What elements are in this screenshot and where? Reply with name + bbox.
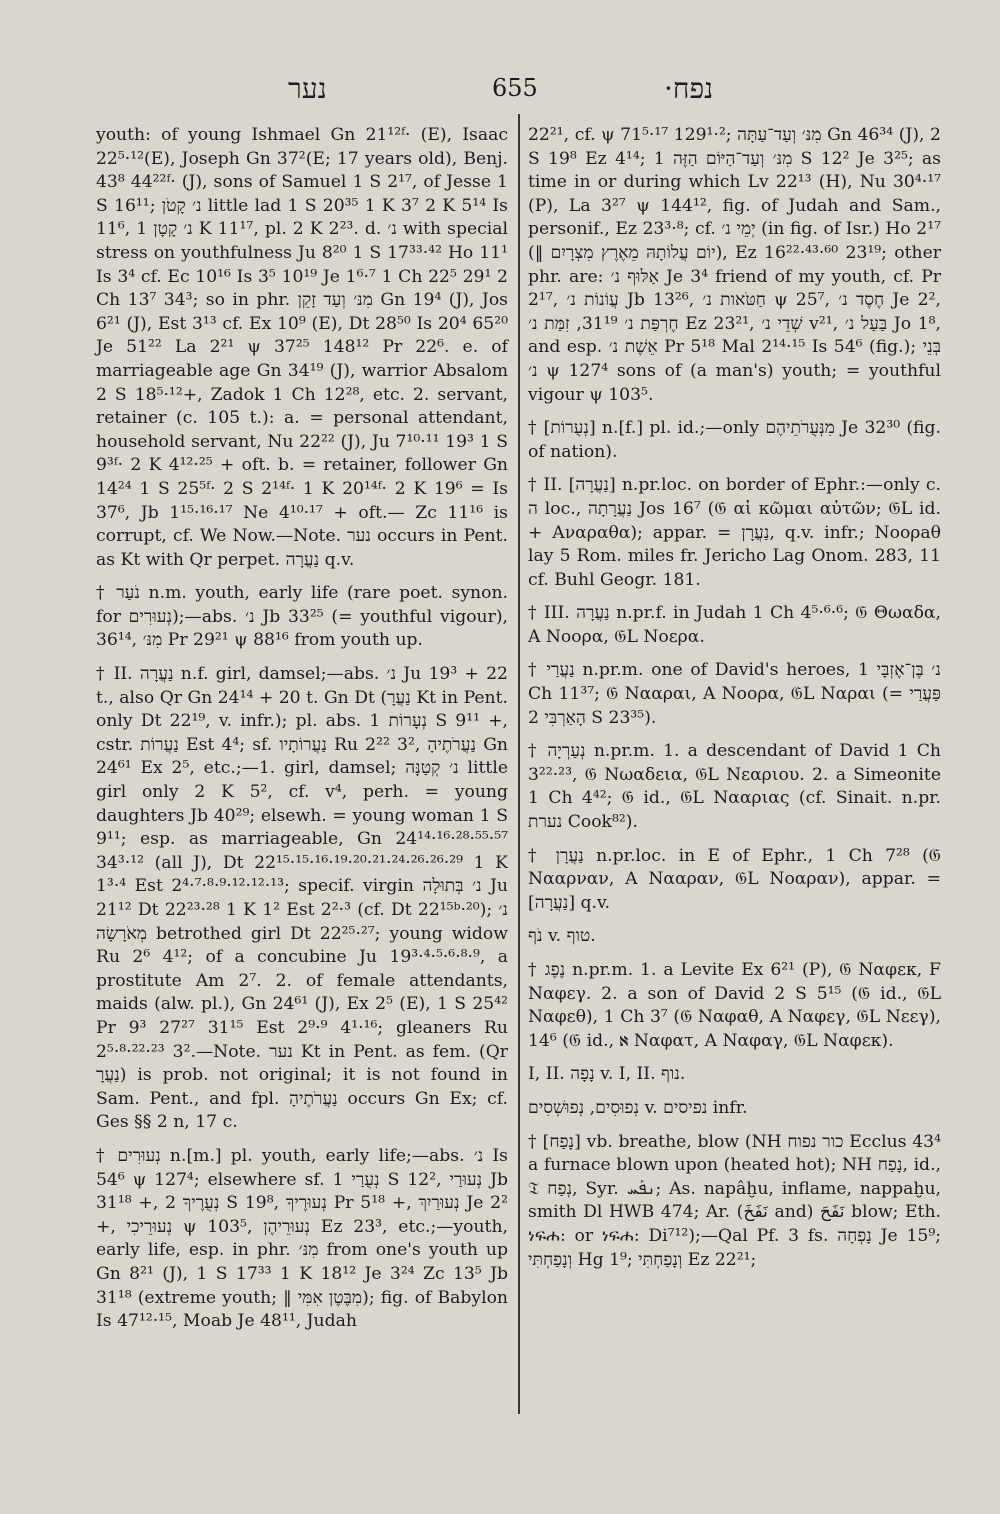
entry-continuation-right: 22²¹, cf. ψ 71⁵·¹⁷ 129¹·²; מִנּ׳ וְעַד־עַתָּה Gn 46³⁴ (J), 2 S 19⁸ Ez 4¹⁴; מִנּ׳ וְעַד־הַיּוֹם הַזֶּה 1 S 12² Je 3²⁵; as time in or during which Lv 22¹³ (H), Nu 30⁴·¹⁷ (P), La 3²⁷ ψ 144¹², fig. of Judah and Sam., personif., Ez 23³·⁸; cf. יְמֵי נ׳ (in fig. of Isr.) Ho 2¹⁷ (‖ יוֹם עֲלוֹתָהּ מֵאֶרֶץ מִצְרָיִם), Ez 16²²·⁴³·⁶⁰ 23¹⁹; other phr. are: אַלּוּף נ׳ Je 3⁴ friend of my youth, cf. Pr 2¹⁷, עֲוֹנוֹת נ׳ Jb 13²⁶, חַטֹּאות נ׳ ψ 25⁷, חֶסֶד נ׳ Je 2², חֶרְפַּת נ׳ 31¹⁹, זִמַּת נ׳ Ez 23²¹, שְׁדֵי נ׳ v²¹, בַּעַל נ׳ Jo 1⁸, and esp. אֵשֶׁת נ׳ Pr 5¹⁸ Mal 2¹⁴·¹⁵ Is 54⁶ (fig.); בְּנֵי נ׳ ψ 127⁴ sons of (a man's) youth; = youthful vigour ψ 103⁵. — [528, 125, 942, 405]
column-divider — [518, 114, 520, 1414]
header-left-word: נער — [288, 72, 327, 105]
entry-nepheg: † נֶפֶג n.pr.m. 1. a Levite Ex 6²¹ (P), 𝔊 Ναφεκ, F Ναφεγ. 2. a son of David 2 S 5¹⁵ (𝔊 id., 𝔊L Ναφεθ), 1 Ch 3⁷ (𝔊 Ναφαθ, A Ναφεγ, 𝔊L Νεεγ), 14⁶ (𝔊 id., ℵ Ναφατ, A Ναφαγ, 𝔊L Ναφεκ). — [528, 960, 941, 1051]
entry-nearoth: † [נְעֻרוֹת] n.[f.] pl. id.;—only מִנְּעֻרֹתֵיהֶם Je 32³⁰ (fig. of nation). — [528, 418, 941, 462]
entry-naarah-pr-f: † III. נַעֲרָה n.pr.f. in Judah 1 Ch 4⁵·⁶·⁶; 𝔊 Θωαδα, A Νοορα, 𝔊L Νοερα. — [528, 603, 942, 647]
entry-neurim: † נְעוּרִים n.[m.] pl. youth, early life;—abs. נ׳ Is 54⁶ ψ 127⁴; elsewhere sf. נְעֻרַי 1 S 12², נְעוּרַי Jb 31¹⁸ +, נְעֻרֶיךָ 2 S 19⁸, נְעוּרֶיךָ Pr 5¹⁸ +, נְעוּרַיִךְ Je 2² +, נְעוּרֵיכִי ψ 103⁵, נְעוּרֵיהֶן Ez 23³, etc.;—youth, early life, esp. in phr. מִנּ׳ from one's youth up Gn 8²¹ (J), 1 S 17³³ 1 K 18¹² Je 3²⁴ Zc 13⁵ Jb 31¹⁸ (extreme youth; ‖ מִבֶּטֶן אִמִּי); fig. of Babylon Is 47¹²·¹⁵, Moab Je 48¹¹, Judah — [96, 1145, 509, 1332]
left-column — [96, 124, 508, 1340]
entry-naarah: † II. נַעֲרָה n.f. girl, damsel;—abs. נ׳ Ju 19³ + 22 t., also Qr Gn 24¹⁴ + 20 t. Gn Dt (נַעֲרָ Kt in Pent. only Dt 22¹⁹, v. infr.); pl. abs. נְעָרוֹת 1 S 9¹¹ +, cstr. נַעֲרוֹת Est 4⁴; sf. נַעֲרוֹתָיו Ru 2²² 3², נַעֲרֹתֶיהָ Gn 24⁶¹ Ex 2⁵, etc.;—1. girl, damsel; נ׳ קְטַנָּה little girl only 2 K 5², cf. v⁴, perh. = young daughters Jb 40²⁹; elsewh. = young woman 1 S 9¹¹; esp. as marriageable, Gn 24¹⁴·¹⁶·²⁸·⁵⁵·⁵⁷ 34³·¹² (all J), Dt 22¹⁵·¹⁵·¹⁶·¹⁹·²⁰·²¹·²⁴·²⁶·²⁶·²⁹ 1 K 1³·⁴ Est 2⁴·⁷·⁸·⁹·¹²·¹²·¹³; specif. virgin נ׳ בְּתוּלָה Ju 21¹² Dt 22²³·²⁸ 1 K 1² Est 2²·³ (cf. Dt 22¹⁵ᵇ·²⁰); נ׳ מְאֹרָשָׂה betrothed girl Dt 22²⁵·²⁷; young widow Ru 2⁶ 4¹²; of a concubine Ju 19³·⁴·⁵·⁶·⁸·⁹, a prostitute Am 2⁷. 2. of female attendants, maids (alw. pl.), Gn 24⁶¹ (J), Ex 2⁵ (E), 1 S 25⁴² Pr 9³ 27²⁷ 31¹⁵ Est 2⁹·⁹ 4¹·¹⁶; gleaners Ru 2⁵·⁸·²²·²³ 3².—Note. נער Kt in Pent. as fem. (Qr נַעֲרָ) is prob. not original; it is not found in Sam. Pent., and fpl. נַעֲרֹתֶיהָ occurs Gn Ex; cf. Ges §§ 2 n, 17 c. — [96, 664, 509, 1133]
entry-noph: נֹף v. טוף. — [528, 926, 596, 947]
entry-nearyah: † נְעַרְיָה n.pr.m. 1. a descendant of David 1 Ch 3²²·²³, 𝔊 Νωαδεια, 𝔊L Νεαριου. 2. a Simeonite 1 Ch 4⁴²; 𝔊 id., 𝔊L Νααριας (cf. Sinait. n.pr. נערת Cook⁸²). — [528, 741, 941, 833]
entry-napha: I, II. נָפָה v. I, II. נוף. — [528, 1064, 686, 1085]
running-header — [0, 58, 1000, 108]
entry-naarah-loc: † II. [נַעֲרָה] n.pr.loc. on border of Ephr.:—only c. ה loc., נַעֲרָתָה Jos 16⁷ (𝔊 αἱ κῶμαι αὐτῶν; 𝔊L id. + Αναραθα); appar. = נַעֲרָן, q.v. infr.; Νοορaθ lay 5 Rom. miles fr. Jericho Lag Onom. 283, 11 cf. Buhl Geogr. 181. — [528, 475, 941, 590]
page-number: 655 — [492, 74, 538, 102]
entry-nephusim: נְפוּסִים, נְפוּשְׁסִים v. נפיסים infr. — [528, 1097, 748, 1118]
entry-naarai: † נַעֲרַי n.pr.m. one of David's heroes, נ׳ בֶּן־אֶזְבָּי 1 Ch 11³⁷; 𝔊 Νααραι, A Νοορα, 𝔊L Ναραι (= פַּעֲרַי הָאַרְבִּי 2 S 23³⁵). — [528, 660, 941, 728]
entry-continuation: youth: of young Ishmael Gn 21¹²ᶠ· (E), Isaac 22⁵·¹²(E), Joseph Gn 37²(E; 17 years old), Benj. 43⁸ 44²²ᶠ· (J), sons of Samuel 1 S 2¹⁷, of Jesse 1 S 16¹¹; נ׳ קָטֹן little lad 1 S 20³⁵ 1 K 3⁷ 2 K 5¹⁴ Is 11⁶, נ׳ קָטָן 1 K 11¹⁷, pl. 2 K 2²³. d. נ׳ with special stress on youthfulness Ju 8²⁰ 1 S 17³³·⁴² Ho 11¹ Is 3⁴ cf. Ec 10¹⁶ Is 3⁵ 10¹⁹ Je 1⁶·⁷ 1 Ch 22⁵ 29¹ 2 Ch 13⁷ 34³; so in phr. מִנּ׳ וְעַד זָקֵן Gn 19⁴ (J), Jos 6²¹ (J), Est 3¹³ cf. Ex 10⁹ (E), Dt 28⁵⁰ Is 20⁴ 65²⁰ Je 51²² La 2²¹ ψ 37²⁵ 148¹² Pr 22⁶. e. of marriageable age Gn 34¹⁹ (J), warrior Absalom 2 S 18⁵·¹²+, Zadok 1 Ch 12²⁸, etc. 2. servant, retainer (c. 105 t.): a. = personal attendant, household servant, Nu 22²² (J), Ju 7¹⁰·¹¹ 19³ 1 S 9³ᶠ· 2 K 4¹²·²⁵ + oft. b. = retainer, follower Gn 14²⁴ 1 S 25⁵ᶠ· 2 S 2¹⁴ᶠ· 1 K 20¹⁴ᶠ· 2 K 19⁶ = Is 37⁶, Jb 1¹⁵·¹⁶·¹⁷ Ne 4¹⁰·¹⁷ + oft.— Zc 11¹⁶ is corrupt, cf. We Now.—Note. נער occurs in Pent. as Kt with Qr perpet. נַעֲרָה q.v. — [96, 125, 509, 570]
right-column — [528, 124, 941, 1278]
entry-naphah: † [נָפַח] vb. breathe, blow (NH כור נפוח Ecclus 43⁴ a furnace blown upon (heated hot); NH נָפַח, id., 𝔗 נְפַח, Syr. ܢܦܰܚ; As. napâḫu, inflame, nappaḫu, smith Dl HWB 474; Ar. (نَفَخَ and) نَفَحَ blow; Eth. ነፍሐ: or ነፍሐ: Di⁷¹²);—Qal Pf. 3 fs. נָפְחָה Je 15⁹; וְנָפַחְתִּי Hg 1⁹; וְנָפַחְתִּי Ez 22²¹; — [528, 1131, 942, 1270]
entry-naaran: † נַעֲרָן n.pr.loc. in E of Ephr., 1 Ch 7²⁸ (𝔊 Νααρναν, A Νααραν, 𝔊L Νοαραν), appar. = [נַעֲרָה] q.v. — [528, 845, 941, 913]
entry-noar: † נֹעַר n.m. youth, early life (rare poet. synon. for נְעוּרִים);—abs. נ׳ Jb 33²⁵ (= youthful vigour), 36¹⁴, מִנּ׳ Pr 29²¹ ψ 88¹⁶ from youth up. — [96, 583, 508, 651]
header-right-word: נפח· — [664, 72, 714, 105]
